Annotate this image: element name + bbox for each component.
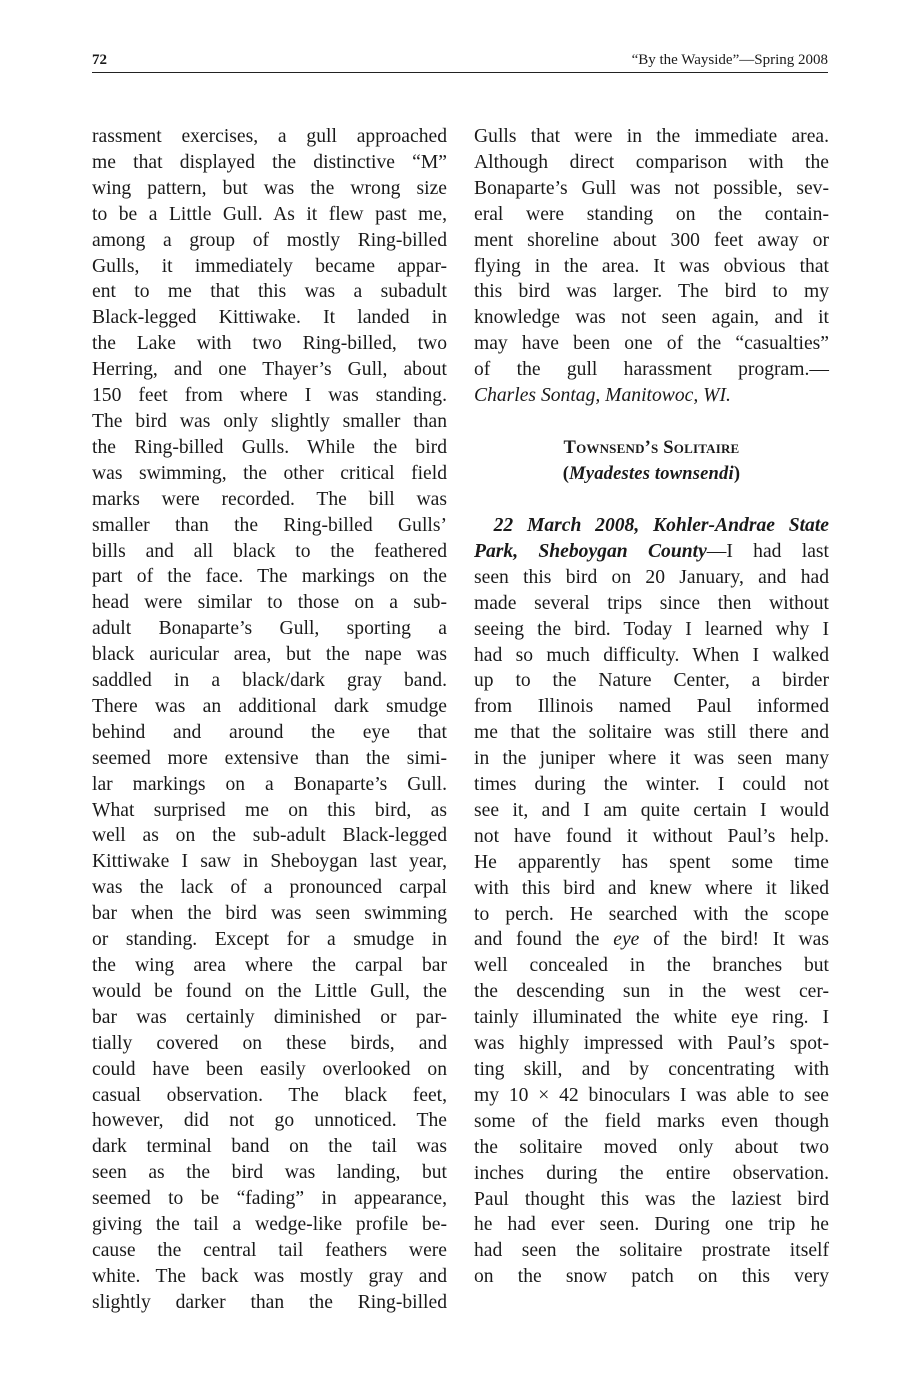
- entry-lead-rest: —I had last: [706, 540, 829, 562]
- text-line: to perch. He searched with the scope: [474, 903, 829, 925]
- text-line: not have found it without Paul’s help.: [474, 825, 829, 847]
- text-line: The bird was only slightly smaller than: [92, 410, 447, 432]
- text-line: flying in the area. It was obvious that: [474, 255, 829, 277]
- text-line: smaller than the Ring-billed Gulls’: [92, 514, 447, 536]
- text-line: times during the winter. I could not: [474, 774, 829, 796]
- text-line: [474, 927, 829, 953]
- text-line: What surprised me on this bird, as: [92, 799, 447, 821]
- text-line: had so much difficulty. When I walked: [474, 644, 829, 666]
- text-line: bills and all black to the feathered: [92, 540, 447, 562]
- text-line: marks were recorded. The bill was: [92, 488, 447, 510]
- text-line: the descending sun in the west cer-: [474, 981, 829, 1003]
- text-line: ent to me that this was a subadult: [92, 281, 447, 303]
- text-line: could have been easily overlooked on: [92, 1058, 447, 1080]
- text-line: white. The back was mostly gray and: [92, 1265, 447, 1287]
- text-line: my 10 × 42 binoculars I was able to see: [474, 1084, 829, 1106]
- text-line: Gulls, it immediately became appar-: [92, 255, 447, 277]
- text-line: of the gull harassment program.—: [474, 359, 829, 381]
- text-line: seeing the bird. Today I learned why I: [474, 618, 829, 640]
- species-common-name: Townsend’s Solitaire: [563, 437, 740, 458]
- text-line: tainly illuminated the white eye ring. I: [474, 1007, 829, 1029]
- running-title: “By the Wayside”—Spring 2008: [631, 52, 828, 68]
- species-scientific-line: (Myadestes townsendi): [562, 463, 741, 484]
- text-line: bar was certainly diminished or par-: [92, 1006, 447, 1028]
- text-line: dark terminal band on the tail was: [92, 1136, 447, 1158]
- text-line: see it, and I am quite certain I would: [474, 799, 829, 821]
- text-line: among a group of mostly Ring-billed: [92, 229, 447, 251]
- text-line: casual observation. The black feet,: [92, 1084, 447, 1106]
- text-line: cause the central tail feathers were: [92, 1239, 447, 1261]
- text-line: seen as the bird was landing, but: [92, 1162, 447, 1184]
- text-line: in the juniper where it was seen many: [474, 748, 829, 770]
- eye-line-after: of the bird! It was: [639, 929, 830, 951]
- text-line: to be a Little Gull. As it flew past me,: [92, 203, 447, 225]
- running-header: [92, 50, 828, 72]
- left-paragraph: [92, 124, 447, 1316]
- eye-word: eye: [613, 929, 640, 951]
- text-line: Kittiwake I saw in Sheboygan last year,: [92, 851, 447, 873]
- text-line: well as on the sub-adult Black-legged: [92, 825, 447, 847]
- left-column: [92, 124, 447, 1316]
- text-line: seemed to be “fading” in appearance,: [92, 1188, 447, 1210]
- author-signature: Charles Sontag, Manitowoc, WI.: [474, 385, 731, 407]
- text-line: the solitaire moved only about two: [474, 1136, 829, 1158]
- text-line: from Illinois named Paul informed: [474, 696, 829, 718]
- text-line: Herring, and one Thayer’s Gull, about: [92, 359, 447, 381]
- text-line: the Lake with two Ring-billed, two: [92, 333, 447, 355]
- text-line: inches during the entire observation.: [474, 1162, 829, 1184]
- text-line: He apparently has spent some time: [474, 851, 829, 873]
- text-line: There was an additional dark smudge: [92, 695, 447, 717]
- text-line: was highly impressed with Paul’s spot-: [474, 1033, 829, 1055]
- continuation-paragraph: [474, 124, 829, 409]
- text-line: on the snow patch on this very: [474, 1266, 829, 1288]
- text-line: me that the solitaire was still there and: [474, 722, 829, 744]
- text-line: me that displayed the distinctive “M”: [92, 151, 447, 173]
- species-heading: [474, 435, 829, 487]
- text-line: or standing. Except for a smudge in: [92, 929, 447, 951]
- text-line: [474, 539, 829, 565]
- text-line: giving the tail a wedge-like profile be-: [92, 1214, 447, 1236]
- text-line: behind and around the eye that: [92, 721, 447, 743]
- text-line: this bird was larger. The bird to my: [474, 281, 829, 303]
- text-line: adult Bonaparte’s Gull, sporting a: [92, 618, 447, 640]
- text-line: Bonaparte’s Gull was not possible, sev-: [474, 177, 829, 199]
- header-rule: [92, 72, 828, 73]
- text-line: with this bird and knew where it liked: [474, 877, 829, 899]
- observation-entry: [474, 513, 829, 1290]
- text-line: would be found on the Little Gull, the: [92, 980, 447, 1002]
- text-line: Black-legged Kittiwake. It landed in: [92, 307, 447, 329]
- text-line: knowledge was not seen again, and it: [474, 307, 829, 329]
- text-line: black auricular area, but the nape was: [92, 644, 447, 666]
- text-line: some of the field marks even though: [474, 1110, 829, 1132]
- right-column: [474, 124, 829, 1290]
- text-line: made several trips since then without: [474, 592, 829, 614]
- text-line: was swimming, the other critical field: [92, 462, 447, 484]
- entry-county: Park, Sheboygan County: [474, 540, 707, 562]
- text-line: slightly darker than the Ring-billed: [92, 1291, 447, 1313]
- text-line: ting skill, and by concentrating with: [474, 1059, 829, 1080]
- text-line: seemed more extensive than the simi-: [92, 747, 447, 769]
- text-line: wing pattern, but was the wrong size: [92, 177, 447, 199]
- text-line: part of the face. The markings on the: [92, 566, 447, 588]
- text-line: however, did not go unnoticed. The: [92, 1110, 447, 1132]
- text-line: 150 feet from where I was standing.: [92, 385, 447, 407]
- page-number: 72: [92, 52, 107, 68]
- text-line: tially covered on these birds, and: [92, 1032, 447, 1054]
- eye-line-before: and found the: [474, 929, 614, 951]
- species-scientific-name: Myadestes townsendi: [569, 463, 734, 484]
- text-line: the wing area where the carpal bar: [92, 955, 447, 976]
- text-line: well concealed in the branches but: [474, 955, 829, 977]
- text-line: saddled in a black/dark gray band.: [92, 670, 447, 692]
- text-line: eral were standing on the contain-: [474, 203, 829, 225]
- text-line: head were similar to those on a sub-: [92, 592, 447, 614]
- text-line: Although direct comparison with the: [474, 151, 829, 173]
- text-line: [474, 513, 829, 539]
- text-line: rassment exercises, a gull approached: [92, 126, 447, 147]
- text-line: was the lack of a pronounced carpal: [92, 877, 447, 899]
- text-line: ment shoreline about 300 feet away or: [474, 229, 829, 251]
- text-line: may have been one of the “casualties”: [474, 333, 829, 355]
- text-line: he had ever seen. During one trip he: [474, 1214, 829, 1236]
- text-line: up to the Nature Center, a birder: [474, 670, 829, 692]
- text-line: lar markings on a Bonaparte’s Gull.: [92, 773, 447, 795]
- entry-date-location: 22 March 2008, Kohler-Andrae State: [493, 514, 829, 536]
- text-line: had seen the solitaire prostrate itself: [474, 1240, 829, 1262]
- text-line: bar when the bird was seen swimming: [92, 903, 447, 925]
- text-line: Gulls that were in the immediate area.: [474, 126, 829, 147]
- text-line: the Ring-billed Gulls. While the bird: [92, 436, 447, 458]
- text-line: Paul thought this was the laziest bird: [474, 1188, 829, 1210]
- text-line: seen this bird on 20 January, and had: [474, 566, 829, 588]
